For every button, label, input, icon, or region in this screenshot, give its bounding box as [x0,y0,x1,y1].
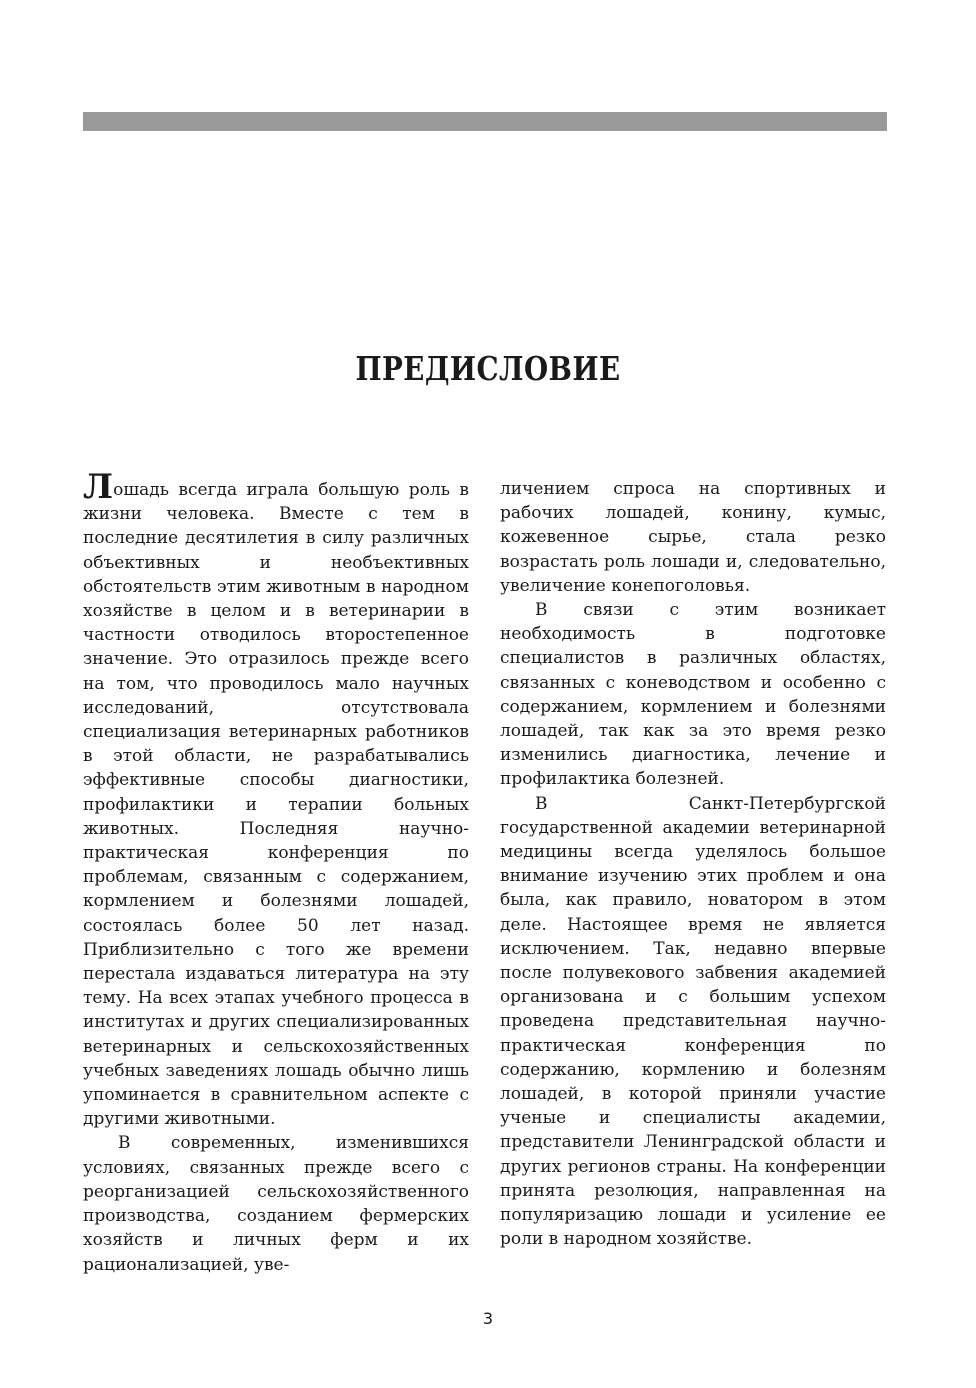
page-number: 3 [482,1309,494,1328]
page-title: ПРЕДИСЛОВИЕ [355,349,621,388]
drop-cap: Л [83,467,114,507]
left-column [83,467,469,1277]
header-rule [83,112,887,131]
paragraph-text: ошадь всегда играла большую роль в жизни человека. Вместе с тем в последние десятилетия в силу различных объективных и необъективных обстоятельств этим животным в народном хозяйстве в целом и в ветеринарии в частности отводилось второстепенное значение. Это отразилось прежде всего на том, что проводилось мало научных исследований, отсутствовала специализация ветеринарных работников в этой области, не разрабатывались эффективные способы диагностики, профилактики и терапии больных животных. Последняя научно-практическая конференция по проблемам, связанным с содержанием, кормлением и болезнями лошадей, состоялась более 50 лет назад. Приблизительно с того же времени перестала издаваться литература на эту тему. На всех этапах учебного процесса в институтах и других специализированных ветеринарных и сельскохозяйственных учебных заведениях лошадь обычно лишь упоминается в сравнительном аспекте с другими животными. [83,480,469,1130]
paragraph: В Санкт-Петербургской государственной академии ветеринарной медицины всегда уделялось большое внимание изучению этих проблем и она была, как правило, новатором в этом деле. Настоящее время не является исключением. Так, недавно впервые после полувекового забвения академией организована и с большим успехом проведена представительная научно-практическая конференция по содержанию, кормлению и болезням лошадей, в которой приняли участие ученые и специалисты академии, представители Ленинградской области и других регионов страны. На конференции принята резолюция, направленная на популяризацию лошади и усиление ее роли в народном хозяйстве. [500,793,886,1250]
paragraph [83,467,469,1131]
paragraph: В связи с этим возникает необходимость в подготовке специалистов в различных областях, связанных с коневодством и особенно с содержанием, кормлением и болезнями лошадей, так как за это время резко изменились диагностика, лечение и профилактика болезней. [500,600,886,790]
paragraph: В современных, изменившихся условиях, связанных прежде всего с реорганизацией сельскохозяйственного производства, созданием фермерских хозяйств и личных ферм и их рационализацией, уве- [83,1133,469,1275]
paragraph: личением спроса на спортивных и рабочих лошадей, конину, кумыс, кожевенное сырье, стала резко возрастать роль лошади и, следовательно, увеличение конепоголовья. [500,479,886,596]
right-column [500,477,886,1252]
